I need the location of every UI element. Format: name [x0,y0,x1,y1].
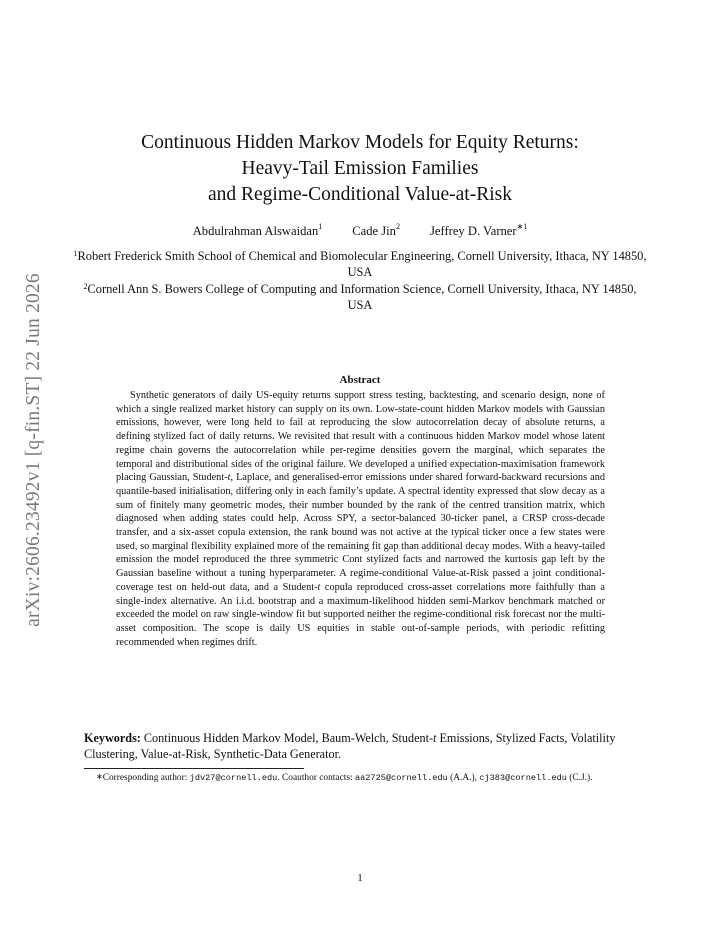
paper-title [60,130,660,208]
affiliation-1: $^1$Robert Frederick Smith School of Chemical and Biomolecular Engineering, Cornell University, Ithaca, NY 14850, USA [73,249,647,279]
arxiv-identifier: arXiv:2606.23492v1 [q-fin.ST] 22 Jun 2026 [23,273,45,627]
keywords: Keywords: Continuous Hidden Markov Model, Baum-Welch, Student-t Emissions, Stylized Facts, Volatility Clustering, Value-at-Risk, Synthetic-Data Generator. [84,731,616,761]
abstract-heading: Abstract [339,374,381,386]
email-link[interactable]: cj383@cornell.edu [479,773,567,783]
arxiv-stamp [18,250,50,650]
affiliation-2: $^2$Cornell Ann S. Bowers College of Computing and Information Science, Cornell University, Ithaca, NY 14850, USA [83,282,637,312]
author: Abdulrahman Alswaidan$^1$ [192,222,323,238]
author-list [80,224,640,239]
email-link[interactable]: aa2725@cornell.edu [354,773,448,783]
abstract-text: Synthetic generators of daily US-equity returns support stress testing, backtesting, and scenario design, none of which a single realized market history can supply on its own. Low-state-count hidden Markov models with Gaussian emissions, however, were long held to fail at reproducing the slow autocorrelation decay of absolute returns, a defining stylized fact of daily returns. We revisited that result with a continuous hidden Markov model whose latent regime chain governs the autocorrelation while per-regime densities govern the marginal, which separates the temporal and distributional sides of the original failure. We developed a unified expectation-maximisation framework placing Gaussian, Student-t, Laplace, and generalised-error emissions under shared forward-backward recursions and quantile-based initialisation, differing only in each family’s update. A spectral identity expressed that slow decay as a sum of finitely many geometric modes, their number bounded by the rank of the centred transition matrix, which diagnosed when adding states could help. Across SPY, a sector-balanced 30-ticker panel, a CRSP cross-decade transfer, and a six-asset copula extension, the rank bound was not active at the typical ticker once a few states were used, so marginal flexibility explained more of the remaining fit gap than additional decay modes. With a heavy-tailed emission the model reproduced the three symmetric Cont stylized facts and narrowed the kurtosis gap left by the Gaussian baseline without a tuning hyperparameter. A regime-conditional Value-at-Risk passed a joint conditional-coverage test on held-out data, and a Student-t copula reproduced cross-asset correlations more faithfully than a single-index alternative. An i.i.d. bootstrap and a maximum-likelihood hidden semi-Markov benchmark matched or exceeded the model on raw single-window fit but supported neither the regime-conditional risk forecast nor the multi-asset composition. The scope is daily US equities in stable out-of-sample periods, with periodic refitting recommended when regimes drift. [116,390,606,648]
title-line-1: Continuous Hidden Markov Models for Equity Returns: [141,132,579,153]
footnote-rule [84,768,304,769]
title-line-2: Heavy-Tail Emission Families [241,158,479,179]
keywords-label: Keywords: [84,731,141,745]
footnote: ∗Corresponding author: jdv27@cornell.edu. Coauthor contacts: aa2725@cornell.edu (A.A.), cj383@cornell.edu (C.J.). [96,772,593,783]
title-line-3: and Regime-Conditional Value-at-Risk [207,184,512,205]
author: Cade Jin$^2$ [352,222,400,238]
email-link[interactable]: jdv27@cornell.edu [189,773,278,783]
page-number: 1 [357,872,363,884]
author: Jeffrey D. Varner$^{∗1}$ [429,222,528,238]
